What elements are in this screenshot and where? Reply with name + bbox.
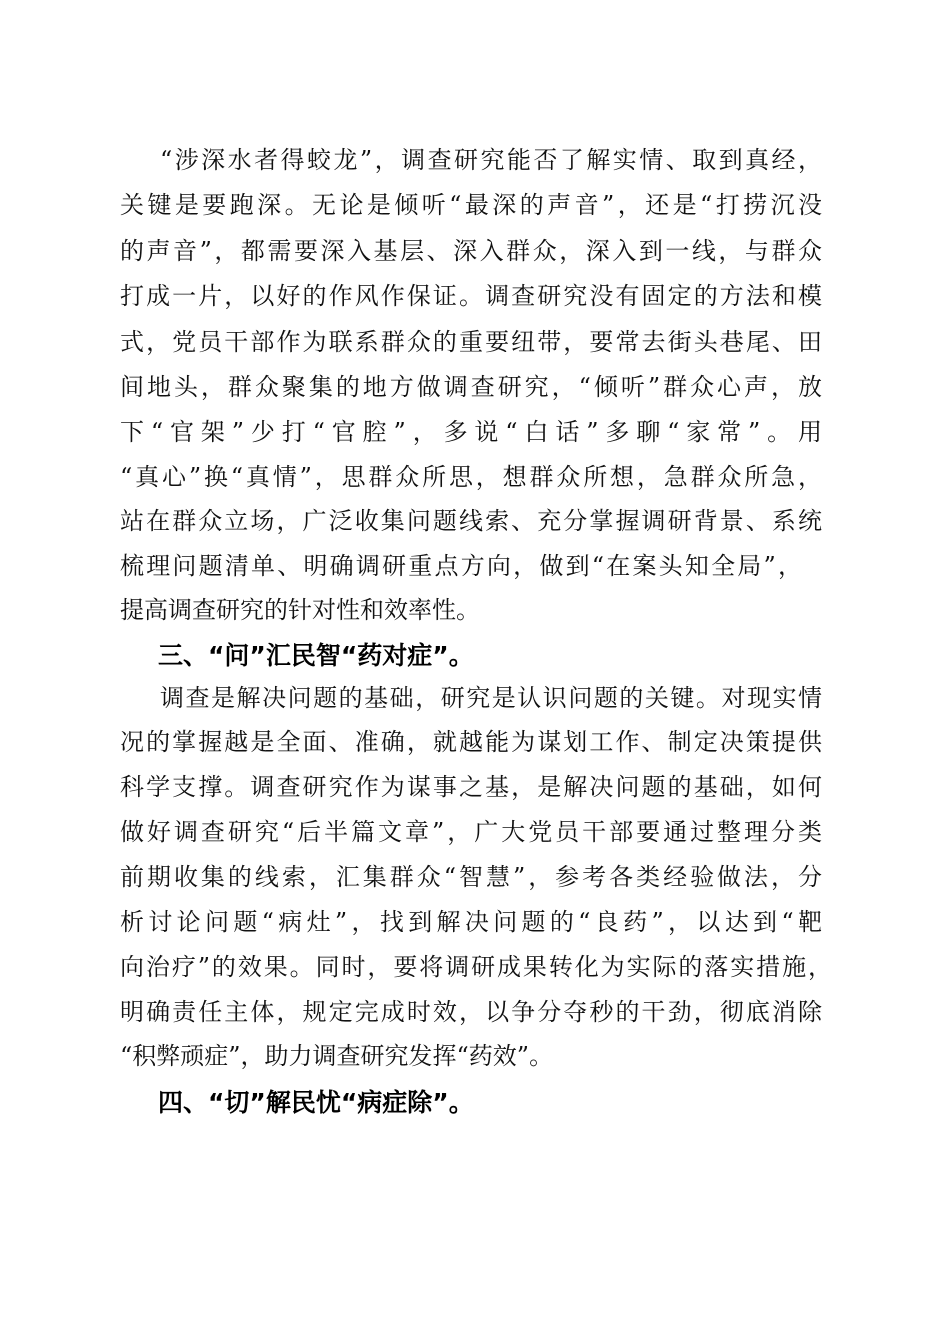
text-line: 梳理问题清单、明确调研重点方向，做到“在案头知全局”， bbox=[120, 552, 802, 580]
text-line: 提高调查研究的针对性和效率性。 bbox=[120, 596, 480, 624]
section-heading-3: 三、“问”汇民智“药对症”。 bbox=[158, 641, 474, 670]
text-line: 间地头，群众聚集的地方做调查研究，“倾听”群众心声，放 bbox=[120, 373, 822, 401]
text-line: 打成一片，以好的作风作保证。调查研究没有固定的方法和模 bbox=[120, 282, 822, 310]
text-line: 式，党员干部作为联系群众的重要纽带，要常去街头巷尾、田 bbox=[120, 328, 822, 356]
text-line: 向治疗”的效果。同时，要将调研成果转化为实际的落实措施， bbox=[120, 953, 832, 981]
text-line: “真心”换“真情”，思群众所思，想群众所想，急群众所急， bbox=[120, 463, 822, 491]
text-line: “涉深水者得蛟龙”，调查研究能否了解实情、取到真经， bbox=[160, 146, 822, 174]
text-line: 况的掌握越是全面、准确，就越能为谋划工作、制定决策提供 bbox=[120, 728, 822, 756]
text-line: 的声音”，都需要深入基层、深入群众，深入到一线，与群众 bbox=[120, 237, 822, 265]
text-line: 析讨论问题“病灶”，找到解决问题的“良药”，以达到“靶 bbox=[120, 908, 822, 936]
text-line: 做好调查研究“后半篇文章”，广大党员干部要通过整理分类 bbox=[120, 818, 822, 846]
text-line: 明确责任主体，规定完成时效，以争分夺秒的干劲，彻底消除 bbox=[120, 998, 822, 1026]
text-line: 前期收集的线索，汇集群众“智慧”，参考各类经验做法，分 bbox=[120, 863, 822, 891]
text-line: “积弊顽症”，助力调查研究发挥“药效”。 bbox=[120, 1042, 554, 1070]
text-line: 站在群众立场，广泛收集问题线索、充分掌握调研背景、系统 bbox=[120, 507, 822, 535]
text-line: 调查是解决问题的基础，研究是认识问题的关键。对现实情 bbox=[160, 684, 822, 712]
text-line: 科学支撑。调查研究作为谋事之基，是解决问题的基础，如何 bbox=[120, 773, 822, 801]
section-heading-4: 四、“切”解民忧“病症除”。 bbox=[158, 1088, 474, 1117]
text-line: 下“官架”少打“官腔”，多说“白话”多聊“家常”。用 bbox=[120, 418, 822, 446]
text-line: 关键是要跑深。无论是倾听“最深的声音”，还是“打捞沉没 bbox=[120, 191, 822, 219]
